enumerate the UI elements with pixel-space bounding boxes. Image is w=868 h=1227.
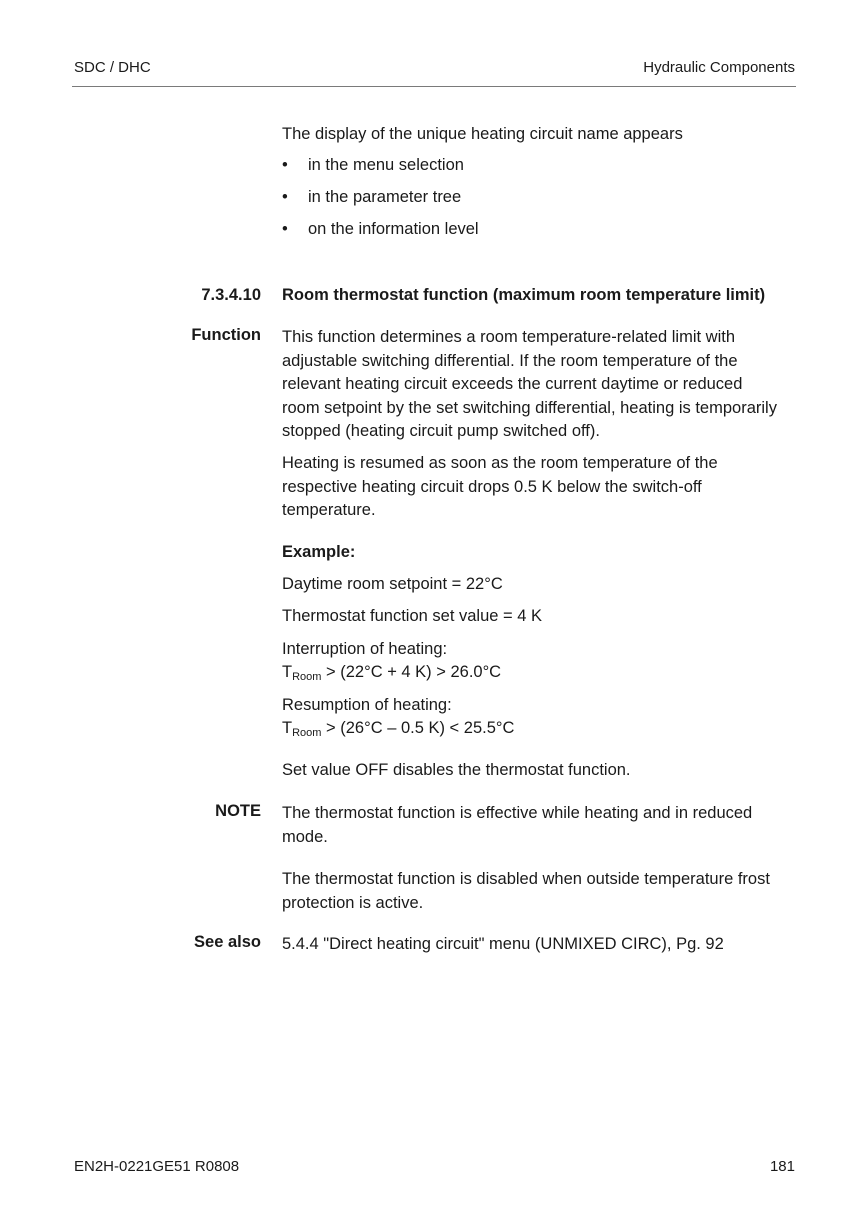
document-code: EN2H-0221GE51 R0808 xyxy=(74,1158,240,1175)
interruption-formula xyxy=(282,661,802,685)
interruption-expression: > (22°C + 4 K) > 26.0°C xyxy=(321,663,502,681)
header-right-text: Hydraulic Components xyxy=(643,59,795,76)
bullet-text: on the information level xyxy=(308,220,479,238)
intro-paragraph: The display of the unique heating circuit name appears xyxy=(282,125,683,143)
t-symbol: T xyxy=(282,663,293,681)
function-paragraph-1: This function determines a room temperature-related limit with adjustable switching differential. If the room temperature of the relevant heating circuit exceeds the current daytime or reduced room setpoint by the set switching differential, heating is temporarily stopped (heating circuit pump switched off). xyxy=(282,328,777,440)
header-divider xyxy=(72,86,796,87)
note-label: NOTE xyxy=(215,802,261,820)
section-title: Room thermostat function (maximum room temperature limit) xyxy=(282,286,766,304)
function-label: Function xyxy=(191,326,261,344)
bullet-symbol: • xyxy=(282,156,288,174)
resumption-expression: > (26°C – 0.5 K) < 25.5°C xyxy=(321,719,515,737)
section-number: 7.3.4.10 xyxy=(201,286,261,304)
see-also-reference[interactable]: 5.4.4 "Direct heating circuit" menu (UNMIXED CIRC), Pg. 92 xyxy=(282,935,724,953)
header-left-text: SDC / DHC xyxy=(74,59,151,76)
page-number: 181 xyxy=(769,1158,795,1175)
resumption-label: Resumption of heating: xyxy=(282,696,452,714)
interruption-label: Interruption of heating: xyxy=(282,640,448,658)
example-line-set-value: Thermostat function set value = 4 K xyxy=(282,607,543,625)
bullet-symbol: • xyxy=(282,188,288,206)
t-symbol: T xyxy=(282,719,293,737)
example-line-setpoint: Daytime room setpoint = 22°C xyxy=(282,575,503,593)
function-paragraph-2: Heating is resumed as soon as the room temperature of the respective heating circuit drops 0.5 K below the switch-off temperature. xyxy=(282,454,718,519)
bullet-text: in the menu selection xyxy=(308,156,464,174)
off-note: Set value OFF disables the thermostat function. xyxy=(282,761,631,779)
bullet-text: in the parameter tree xyxy=(308,188,462,206)
t-subscript: Room xyxy=(292,671,322,683)
resumption-formula xyxy=(282,717,802,741)
note-paragraph-2: The thermostat function is disabled when outside temperature frost protection is active. xyxy=(282,870,770,912)
bullet-symbol: • xyxy=(282,220,288,238)
note-paragraph-1: The thermostat function is effective while heating and in reduced mode. xyxy=(282,804,753,846)
see-also-label: See also xyxy=(194,933,261,951)
t-subscript: Room xyxy=(292,727,322,739)
example-heading: Example: xyxy=(282,543,356,561)
